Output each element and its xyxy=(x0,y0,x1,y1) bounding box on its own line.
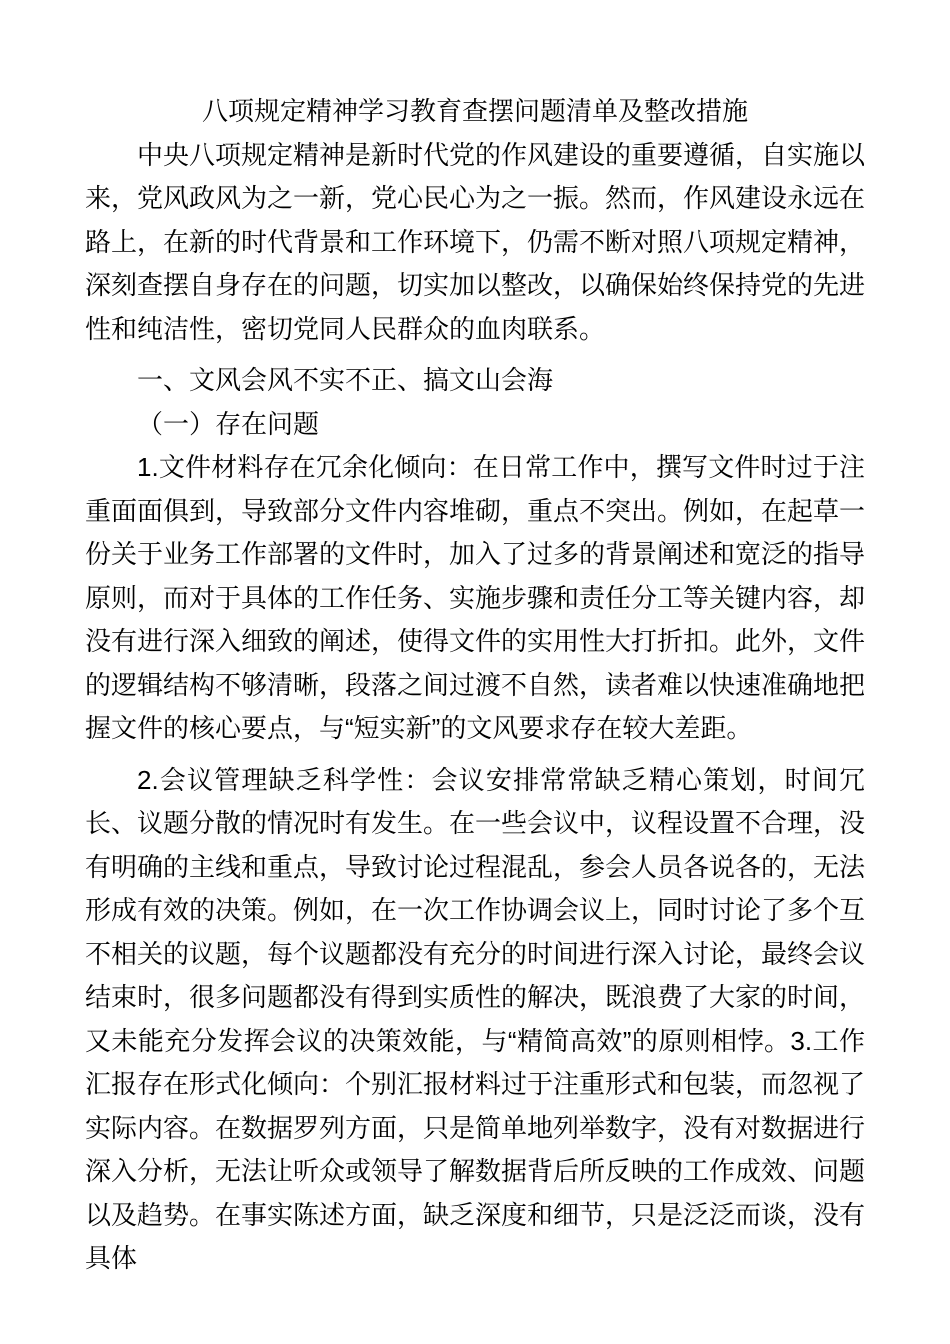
intro-paragraph: 中央八项规定精神是新时代党的作风建设的重要遵循，自实施以来，党风政风为之一新，党心民心为之一振。然而，作风建设永远在路上，在新的时代背景和工作环境下，仍需不断对照八项规定精神，深刻查摆自身存在的问题，切实加以整改，以确保始终保持党的先进性和纯洁性，密切党同人民群众的血肉联系。 xyxy=(85,139,866,344)
document-title: 八项规定精神学习教育查摆问题清单及整改措施 xyxy=(201,96,748,126)
problem-item-1-paragraph: 1.文件材料存在冗余化倾向：在日常工作中，撰写文件时过于注重面面俱到，导致部分文件内容堆砌，重点不突出。例如，在起草一份关于业务工作部署的文件时，加入了过多的背景阐述和宽泛的指导原则，而对于具体的工作任务、实施步骤和责任分工等关键内容，却没有进行深入细致的阐述，使得文件的实用性大打折扣。此外，文件的逻辑结构不够清晰，段落之间过渡不自然，读者难以快速准确地把握文件的核心要点，与“短实新”的文风要求存在较大差距。 xyxy=(85,452,866,743)
problem-items-2-3-paragraph: 2.会议管理缺乏科学性：会议安排常常缺乏精心策划，时间冗长、议题分散的情况时有发生。在一些会议中，议程设置不合理，没有明确的主线和重点，导致讨论过程混乱，参会人员各说各的，无法形成有效的决策。例如，在一次工作协调会议上，同时讨论了多个互不相关的议题，每个议题都没有充分的时间进行深入讨论，最终会议结束时，很多问题都没有得到实质性的解决，既浪费了大家的时间，又未能充分发挥会议的决策效能，与“精简高效”的原则相悖。3.工作汇报存在形式化倾向：个别汇报材料过于注重形式和包装，而忽视了实际内容。在数据罗列方面，只是简单地列举数字，没有对数据进行深入分析，无法让听众或领导了解数据背后所反映的工作成效、问题以及趋势。在事实陈述方面，缺乏深度和细节，只是泛泛而谈，没有具体 xyxy=(85,764,866,1273)
section-1-heading: 一、文风会风不实不正、搞文山会海 xyxy=(137,365,554,395)
section-1-subheading: （一）存在问题 xyxy=(137,408,320,439)
